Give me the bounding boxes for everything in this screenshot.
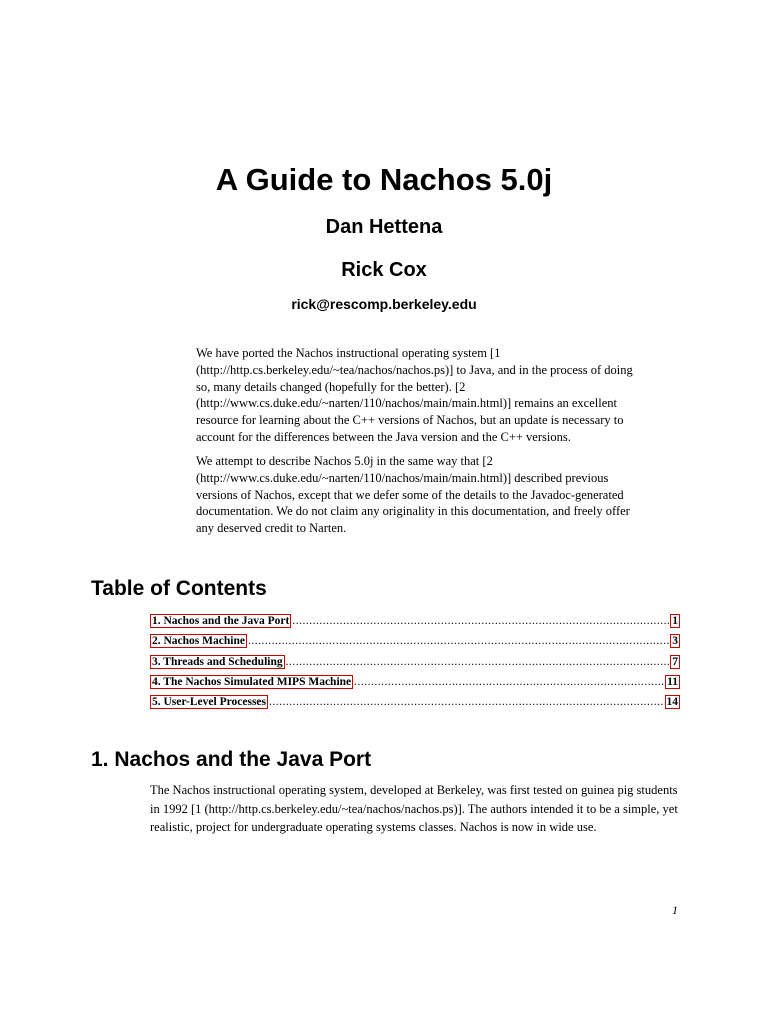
toc-entry bbox=[150, 675, 680, 695]
document-title: A Guide to Nachos 5.0j bbox=[215, 162, 553, 197]
toc-link[interactable]: 4. The Nachos Simulated MIPS Machine bbox=[152, 675, 352, 688]
toc-leader-dots bbox=[269, 696, 663, 708]
toc-link[interactable]: 1. Nachos and the Java Port bbox=[152, 615, 290, 627]
toc-leader-dots bbox=[286, 656, 670, 668]
toc-entry bbox=[150, 634, 680, 654]
author-name: Dan Hettena bbox=[325, 216, 443, 238]
author-email: rick@rescomp.berkeley.edu bbox=[291, 296, 477, 312]
toc-entry bbox=[150, 695, 680, 715]
abstract-paragraph: We have ported the Nachos instructional operating system [1 (http://http.cs.berkeley.edu/~tea/nachos/nachos.ps)] to Java, and in the process of doing so, many details changed (hopefully for the better). [2 (http://www.cs.duke.edu/~narten/110/nachos/main/main.html)] remains an excellent resource for learning about the C++ versions of Nachos, but an update is necessary to account for the differences between the Java version and the C++ versions. bbox=[196, 346, 633, 444]
toc-link[interactable]: 2. Nachos Machine bbox=[152, 635, 245, 648]
toc-page-link[interactable]: 11 bbox=[667, 675, 678, 688]
toc-page-link[interactable]: 3 bbox=[672, 635, 678, 648]
toc-page-link[interactable]: 14 bbox=[666, 696, 678, 709]
toc-page-link[interactable]: 7 bbox=[672, 655, 678, 668]
toc-heading: Table of Contents bbox=[91, 577, 267, 600]
abstract-paragraph: We attempt to describe Nachos 5.0j in the same way that [2 (http://www.cs.duke.edu/~narten/110/nachos/main/main.html)] described previous versions of Nachos, except that we defer some of the details to the Javadoc-generated documentation. We do not claim any originality in this documentation, and freely offer any deserved credit to Narten. bbox=[196, 454, 630, 536]
toc-page-link[interactable]: 1 bbox=[672, 615, 678, 627]
toc-entry bbox=[150, 614, 680, 634]
toc-leader-dots bbox=[292, 615, 669, 627]
toc-link[interactable]: 3. Threads and Scheduling bbox=[152, 655, 283, 668]
table-of-contents bbox=[150, 614, 680, 715]
page-number: 1 bbox=[672, 903, 678, 917]
author-name: Rick Cox bbox=[341, 259, 427, 281]
toc-link[interactable]: 5. User-Level Processes bbox=[152, 696, 267, 709]
toc-leader-dots bbox=[354, 676, 664, 688]
toc-entry bbox=[150, 655, 680, 675]
section-paragraph: The Nachos instructional operating system, developed at Berkeley, was first tested on guinea pig students in 1992 [1 (http://http.cs.berkeley.edu/~tea/nachos/nachos.ps)]. The authors intended it to be a simple, yet realistic, project for undergraduate operating systems classes. Nachos is now in wide use. bbox=[150, 783, 678, 834]
toc-leader-dots bbox=[248, 635, 669, 647]
section-heading: 1. Nachos and the Java Port bbox=[91, 748, 372, 771]
